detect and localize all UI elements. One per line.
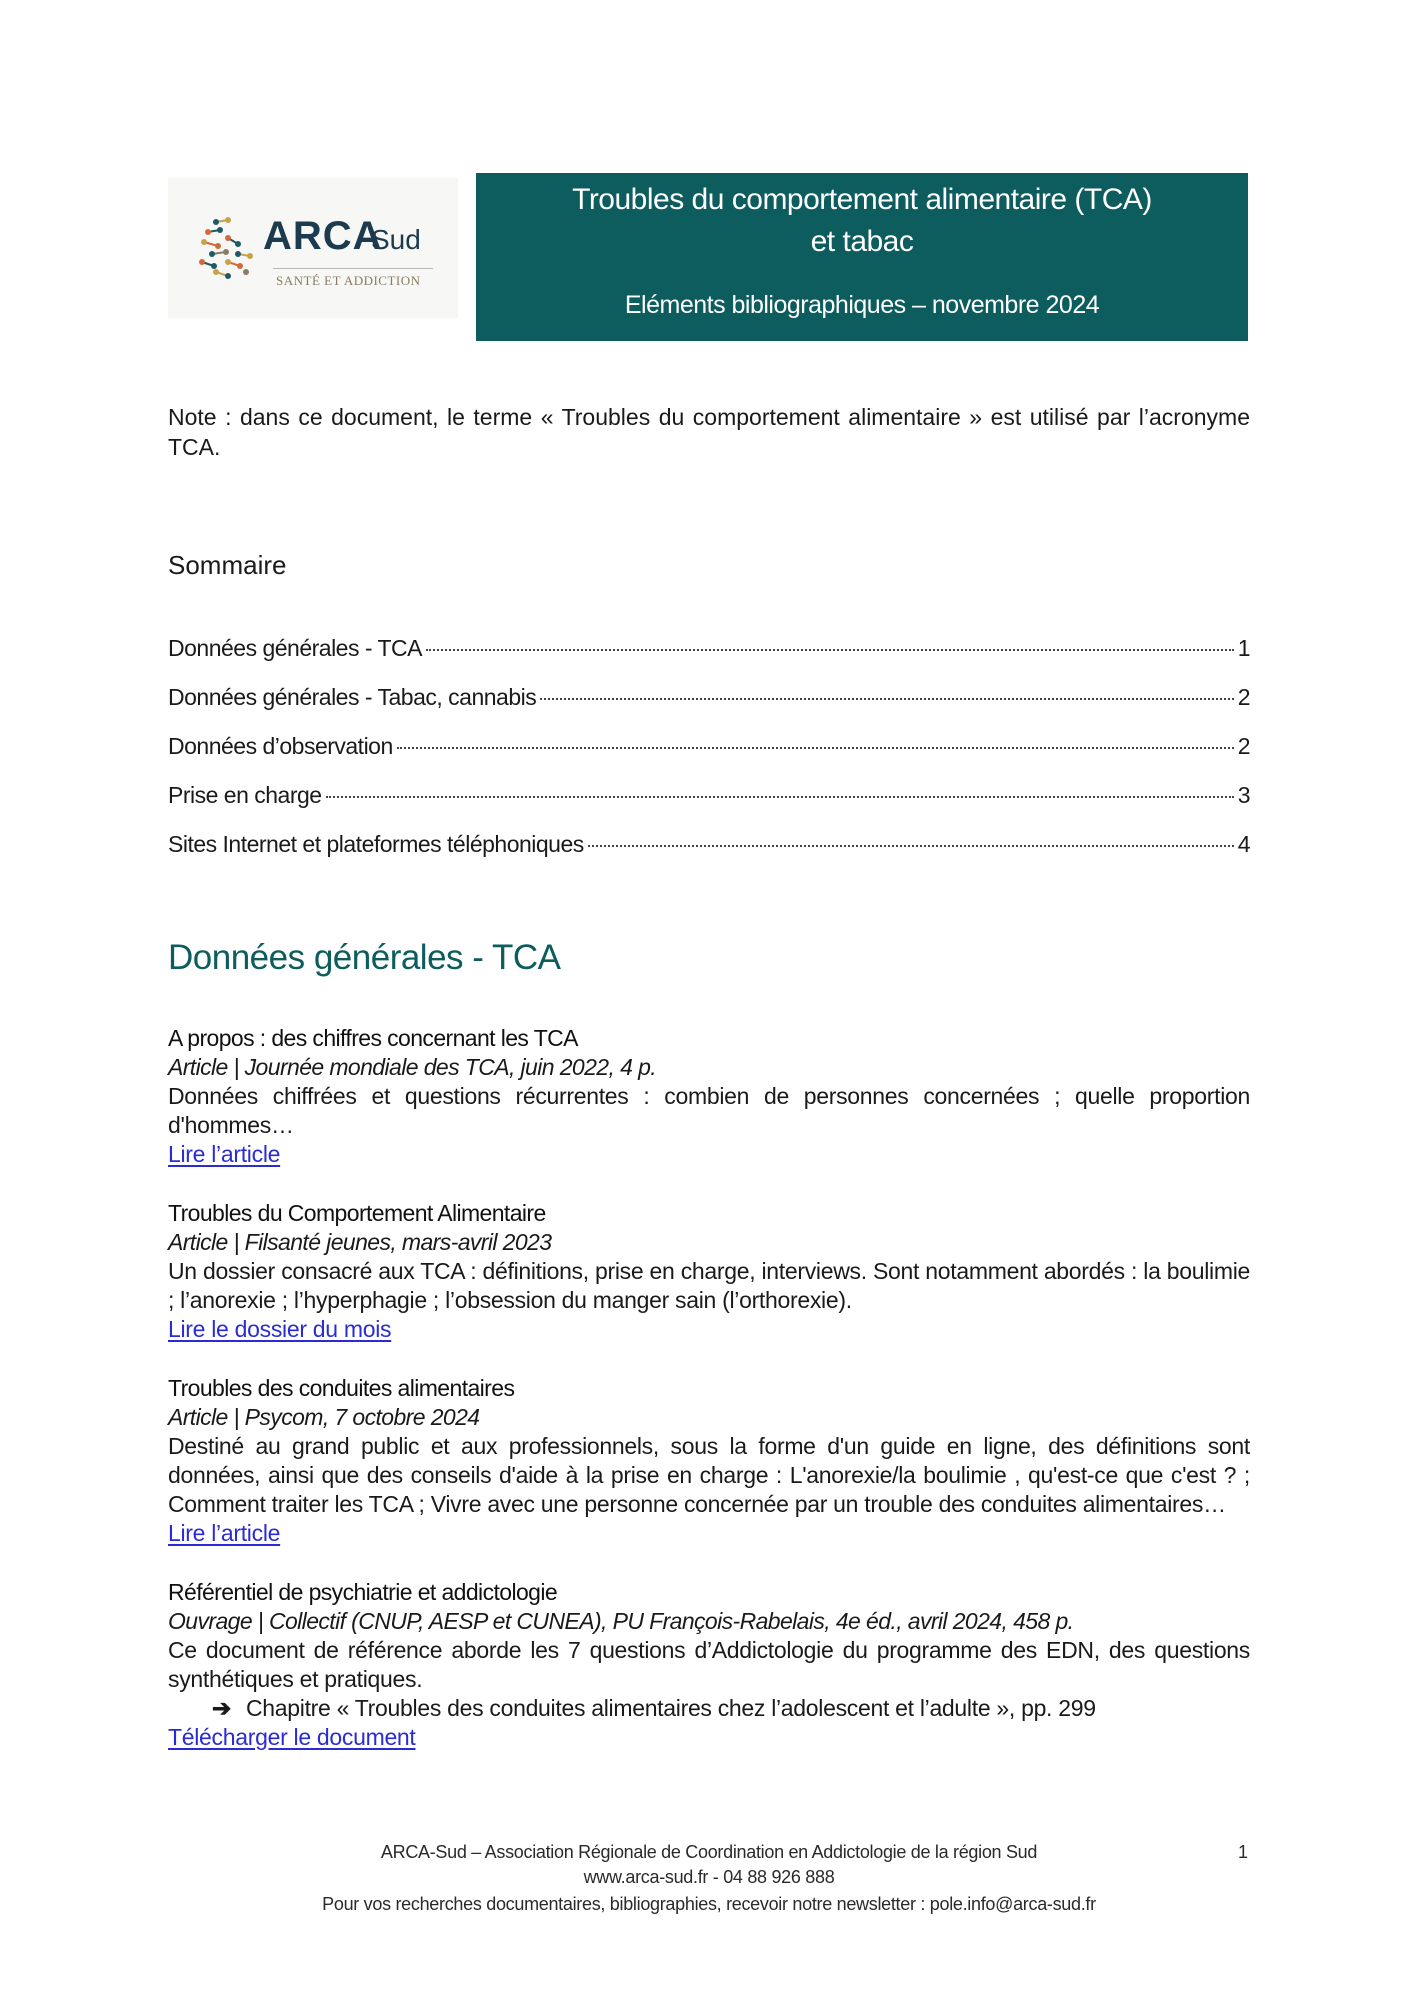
toc-item-page: 2: [1237, 684, 1250, 710]
logo-tagline: SANTÉ ET ADDICTION: [276, 273, 421, 288]
logo-suffix: Sud: [371, 224, 421, 255]
entry-description: Un dossier consacré aux TCA : définitions, prise en charge, interviews. Sont notamment abordés : la boulimie ; l’anorexie ; l’hyperphagie ; l’obsession du manger sain (l’orthorexie).: [168, 1258, 1250, 1313]
toc-leader-dots: [540, 698, 1233, 700]
page-number: 1: [1238, 1842, 1249, 1862]
toc-leader-dots: [326, 796, 1234, 798]
toc-item-page: 4: [1237, 831, 1250, 857]
toc-item-label: Données générales - TCA: [168, 635, 422, 661]
entry-description: Ce document de référence aborde les 7 questions d’Addictologie du programme des EDN, des questions synthétiques et pratiques.: [168, 1637, 1250, 1692]
bibliography-entry: [168, 1578, 1250, 1752]
document-subtitle: Eléments bibliographiques – novembre 2024: [624, 291, 1100, 319]
toc-item-label: Prise en charge: [168, 782, 322, 808]
sommaire-heading: Sommaire: [168, 550, 287, 580]
toc-item[interactable]: [168, 684, 1250, 733]
page-footer: [168, 1840, 1250, 1917]
toc-leader-dots: [426, 649, 1234, 651]
entry-description: Destiné au grand public et aux professionnels, sous la forme d'un guide en ligne, des définitions sont données, ainsi que des conseils d'aide à la prise en charge : L'anorexie/la boulimie , qu'est-ce que c'est ? ; Comment traiter les TCA ; Vivre avec une personne concernée par un trouble des conduites alimentaires…: [168, 1433, 1250, 1517]
entry-meta: Article | Journée mondiale des TCA, juin 2022, 4 p.: [168, 1054, 657, 1080]
footer-contact: www.arca-sud.fr - 04 88 926 888: [583, 1867, 835, 1887]
toc-item[interactable]: [168, 782, 1250, 831]
entry-meta: Article | Filsanté jeunes, mars-avril 2023: [168, 1229, 552, 1255]
section-heading: Données générales - TCA: [168, 938, 561, 977]
read-article-link[interactable]: Lire l’article: [168, 1141, 281, 1167]
footer-newsletter: Pour vos recherches documentaires, bibliographies, recevoir notre newsletter : pole.info@arca-sud.fr: [322, 1894, 1096, 1914]
title-banner: [476, 173, 1248, 341]
entry-meta: Article | Psycom, 7 octobre 2024: [168, 1404, 480, 1430]
note-paragraph: Note : dans ce document, le terme « Troubles du comportement alimentaire » est utilisé par l’acronyme TCA.: [168, 404, 1250, 460]
toc-leader-dots: [397, 747, 1234, 749]
entry-title: Troubles du Comportement Alimentaire: [168, 1200, 546, 1226]
bibliography-entries: [168, 1024, 1250, 1782]
download-document-link[interactable]: Télécharger le document: [168, 1724, 416, 1750]
bibliography-entry: [168, 1374, 1250, 1548]
entry-title: A propos : des chiffres concernant les TCA: [168, 1025, 578, 1051]
entry-title: Troubles des conduites alimentaires: [168, 1375, 515, 1401]
toc-item-label: Sites Internet et plateformes téléphoniques: [168, 831, 584, 857]
footer-organization: ARCA-Sud – Association Régionale de Coordination en Addictologie de la région Sud: [380, 1842, 1038, 1862]
chapter-reference: Chapitre « Troubles des conduites alimentaires chez l’adolescent et l’adulte », pp. 299: [246, 1695, 1096, 1721]
toc-item-page: 1: [1237, 635, 1250, 661]
toc-leader-dots: [588, 845, 1234, 847]
toc-item-page: 3: [1237, 782, 1250, 808]
toc-item-label: Données générales - Tabac, cannabis: [168, 684, 537, 710]
entry-chapter-bullet: [168, 1694, 1250, 1723]
table-of-contents: [168, 635, 1250, 880]
molecule-dots-icon: [198, 216, 260, 282]
arca-sud-logo: [168, 178, 458, 318]
read-article-link[interactable]: Lire l’article: [168, 1520, 281, 1546]
toc-item[interactable]: [168, 635, 1250, 684]
bibliography-entry: [168, 1199, 1250, 1344]
entry-meta: Ouvrage | Collectif (CNUP, AESP et CUNEA), PU François-Rabelais, 4e éd., avril 2024, 458 p.: [168, 1608, 1074, 1634]
logo-name: ARCA: [263, 214, 383, 258]
logo-divider: [273, 268, 433, 269]
arrow-right-icon: ➔: [212, 1695, 231, 1721]
toc-item[interactable]: [168, 733, 1250, 782]
entry-description: Données chiffrées et questions récurrentes : combien de personnes concernées ; quelle proportion d'hommes…: [168, 1083, 1250, 1138]
document-title-continued: et tabac: [810, 225, 914, 258]
toc-item-label: Données d’observation: [168, 733, 393, 759]
bibliography-entry: [168, 1024, 1250, 1169]
toc-item[interactable]: [168, 831, 1250, 880]
read-dossier-link[interactable]: Lire le dossier du mois: [168, 1316, 392, 1342]
toc-item-page: 2: [1237, 733, 1250, 759]
entry-title: Référentiel de psychiatrie et addictologie: [168, 1579, 558, 1605]
document-title: Troubles du comportement alimentaire (TCA): [572, 183, 1152, 216]
